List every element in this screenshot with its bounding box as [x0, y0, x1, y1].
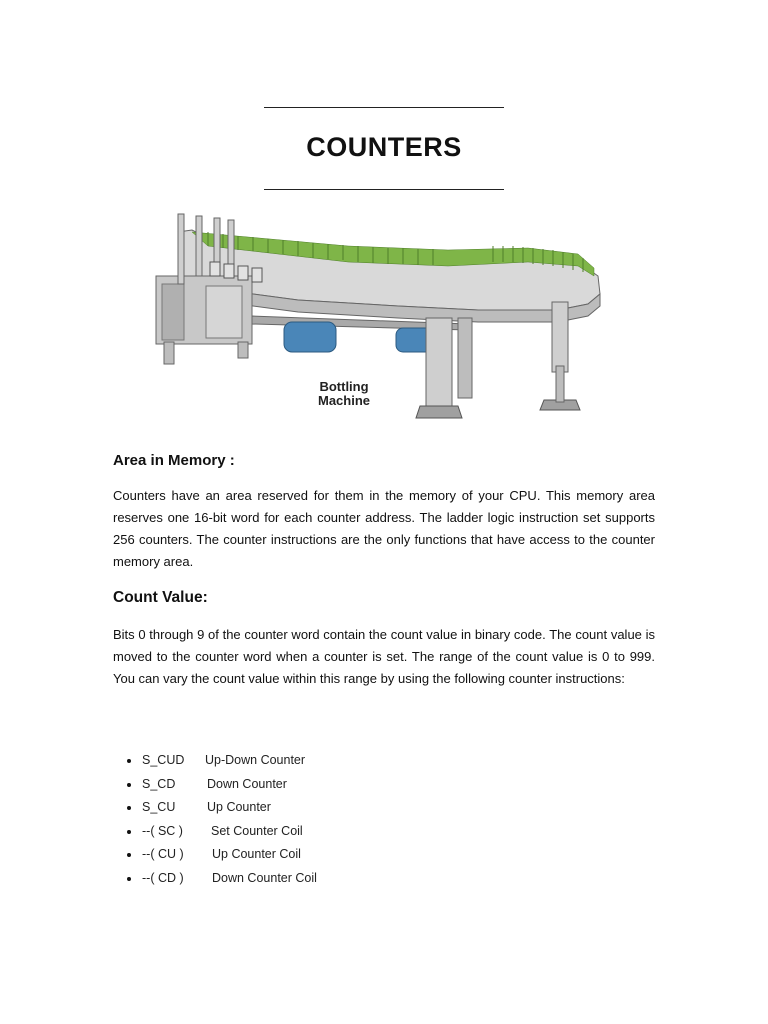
instruction-description: Up-Down Counter [205, 753, 306, 767]
bullet-icon [127, 783, 131, 787]
figure-label-line-2: Machine [317, 393, 370, 408]
instruction-code: --( CD ) [142, 870, 184, 885]
count-value-heading: Count Value: [113, 589, 208, 606]
instruction-description: Up Counter Coil [212, 847, 301, 862]
area-in-memory-paragraph: Counters have an area reserved for them in the memory of your CPU. This memory area reserves one 16-bit word for each counter address. The ladder logic instruction set supports 256 counters. The counter instructions are the only functions that have access to the counter memory area. [113, 488, 655, 569]
bullet-icon [127, 830, 131, 834]
bullet-icon [127, 877, 131, 881]
area-in-memory-heading: Area in Memory : [113, 452, 235, 469]
bullet-icon [127, 759, 131, 763]
bottling-machine-illustration [148, 206, 604, 436]
page-title: COUNTERS [306, 132, 462, 162]
title-top-rule [264, 107, 504, 108]
instruction-code: --( CU ) [142, 847, 184, 862]
instruction-code: S_CD [142, 776, 176, 791]
figure-label-line-1: Bottling [319, 379, 369, 394]
instruction-description: Set Counter Coil [211, 823, 303, 838]
instruction-code: --( SC ) [142, 823, 183, 838]
title-bottom-rule [264, 189, 504, 190]
instruction-code: S_CUD [142, 753, 185, 767]
instruction-code: S_CU [142, 800, 176, 815]
count-value-paragraph: Bits 0 through 9 of the counter word contain the count value in binary code. The count value is moved to the counter word when a counter is set. The range of the count value is 0 to 999. You can vary the count value within this range by using the following counter instructions: [113, 627, 655, 686]
instruction-description: Down Counter [207, 776, 287, 791]
instruction-description: Down Counter Coil [212, 870, 317, 885]
bullet-icon [127, 853, 131, 857]
bullet-icon [127, 806, 131, 810]
instruction-description: Up Counter [207, 800, 271, 815]
